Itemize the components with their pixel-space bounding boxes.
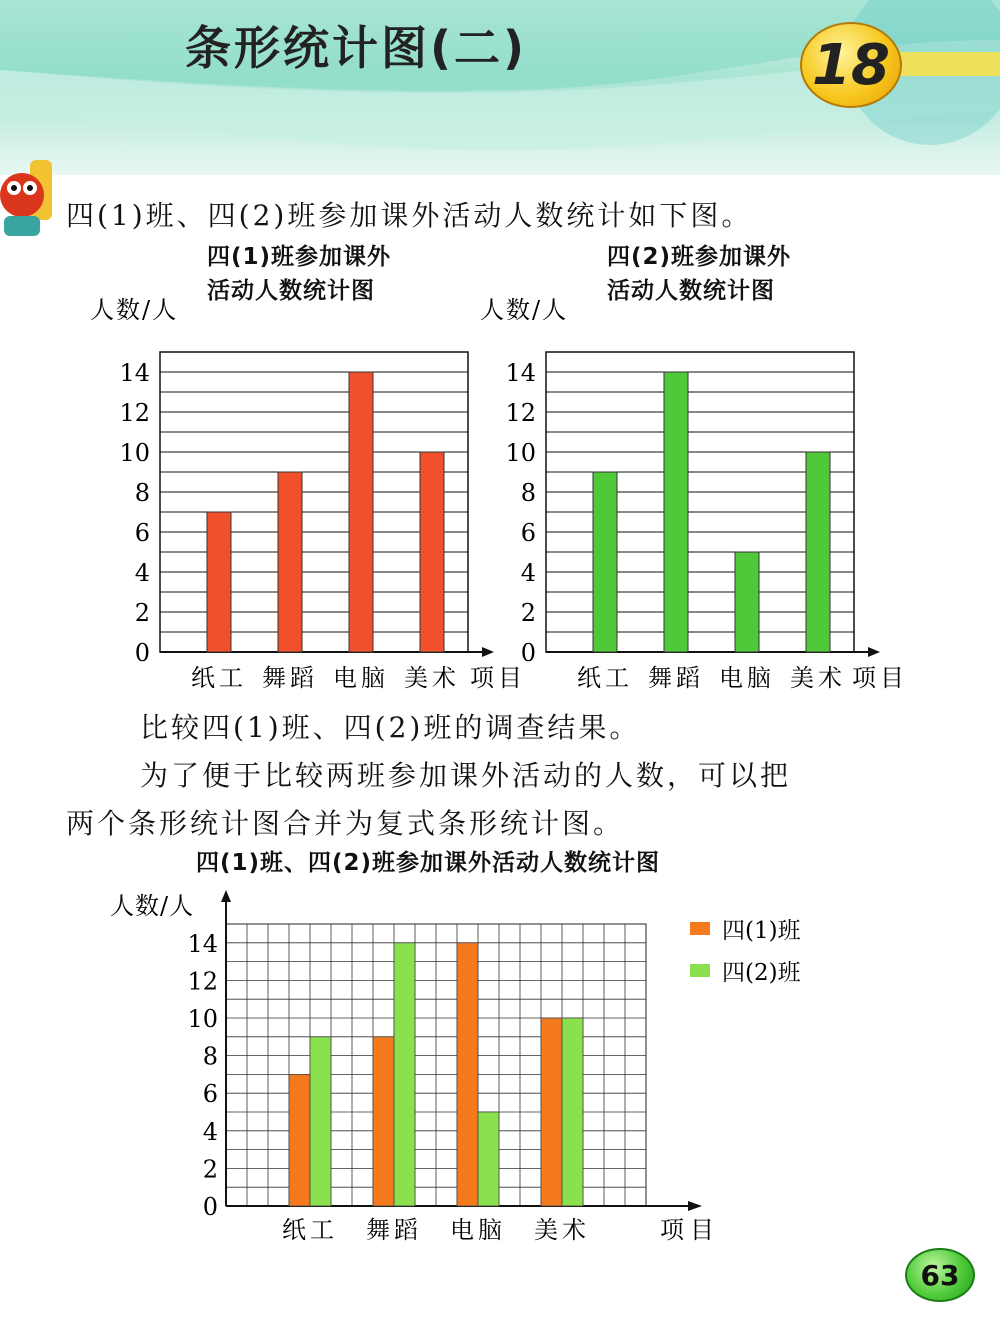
chart3-legend-label-2: 四(2)班 (722, 960, 801, 986)
chart3-bar-s2-1 (310, 1037, 331, 1206)
chart1-y-axis-label: 人数/人 (90, 296, 179, 324)
chart1-category-label: 电脑 (333, 664, 389, 692)
chart2-y-tick-label: 8 (520, 479, 536, 507)
chart3-bar-s1-2 (373, 1037, 394, 1206)
chart3-y-tick-label: 10 (187, 1005, 218, 1033)
chart2-bar-4 (806, 452, 830, 652)
chart3-y-axis-arrow (221, 890, 231, 902)
chart1-y-tick-label: 8 (134, 479, 150, 507)
chart1-bar-2 (278, 472, 302, 652)
chart1-category-label: 舞蹈 (262, 664, 318, 692)
chart2-y-axis-label: 人数/人 (480, 296, 569, 324)
chart3-x-axis-label: 项目 (660, 1216, 720, 1244)
chart2-y-tick-label: 12 (505, 399, 536, 427)
chart1-y-tick-label: 12 (119, 399, 150, 427)
chart1-title-line1: 四(1)班参加课外 (207, 244, 392, 270)
chart3-y-tick-label: 6 (202, 1080, 218, 1109)
chart1-x-axis-label: 项目 (470, 664, 526, 692)
chart3-bar-s1-3 (457, 943, 478, 1206)
paragraph-line2: 两个条形统计图合并为复式条形统计图。 (66, 807, 625, 840)
chart2-y-tick-label: 10 (505, 439, 536, 467)
chart2-category-label: 电脑 (719, 664, 775, 692)
intro-text: 四(1)班、四(2)班参加课外活动人数统计如下图。 (66, 199, 753, 232)
chart3-frame (226, 924, 646, 1206)
chart3-bar-s2-2 (394, 943, 415, 1206)
chart2-x-axis-arrow (868, 647, 880, 657)
chart2-x-axis-label: 项目 (852, 664, 908, 692)
chart3-y-tick-label: 4 (202, 1117, 218, 1146)
chart1-y-tick-label: 10 (119, 439, 150, 467)
chart3-x-axis-arrow (688, 1201, 702, 1211)
chart1-frame (160, 352, 468, 652)
chart2-frame (546, 352, 854, 652)
chart3-legend-swatch-1 (690, 922, 710, 935)
chart2-title-line1: 四(2)班参加课外 (607, 244, 792, 270)
chart3-y-tick-label: 8 (202, 1042, 218, 1071)
chart1-y-tick-label: 14 (119, 359, 150, 387)
chart2-y-tick-label: 6 (520, 519, 536, 547)
chart2-bar-1 (593, 472, 617, 652)
chart3-category-label: 电脑 (450, 1216, 506, 1244)
chart1-title-line2: 活动人数统计图 (207, 278, 375, 304)
chart1-y-tick-label: 0 (134, 639, 150, 667)
chart3-y-tick-label: 12 (187, 967, 218, 996)
chart2-category-label: 舞蹈 (648, 664, 704, 692)
chart1-category-label: 美术 (404, 664, 460, 692)
mascot-icon (0, 150, 60, 245)
compare-text: 比较四(1)班、四(2)班的调查结果。 (140, 711, 641, 744)
chart1-bar-3 (349, 372, 373, 652)
chart3-y-tick-label: 14 (187, 929, 218, 958)
chart2-title (607, 240, 791, 308)
paragraph-line1: 为了便于比较两班参加课外活动的人数，可以把 (140, 759, 792, 792)
page-number-badge: 63 (905, 1248, 975, 1302)
chart3-category-label: 舞蹈 (366, 1216, 422, 1244)
chart1-title (207, 240, 391, 308)
chart3-y-tick-label: 2 (202, 1155, 218, 1184)
chart2-y-tick-label: 4 (520, 559, 536, 587)
chart3-bar-s1-4 (541, 1018, 562, 1206)
chart1-bar-4 (420, 452, 444, 652)
chart2-title-line2: 活动人数统计图 (607, 278, 775, 304)
chart1-x-axis-arrow (482, 647, 494, 657)
chart2-category-label: 美术 (790, 664, 846, 692)
chart2-category-label: 纸工 (577, 664, 633, 692)
chart3-y-axis-label: 人数/人 (110, 892, 195, 920)
chart2-bar-3 (735, 552, 759, 652)
lesson-number-badge: 18 (800, 22, 902, 108)
chart3-y-tick-label: 0 (202, 1193, 218, 1221)
chart2-bar-2 (664, 372, 688, 652)
chart1-category-label: 纸工 (191, 664, 247, 692)
chart2-y-tick-label: 14 (505, 359, 536, 387)
chart3-bar-s1-1 (289, 1074, 310, 1206)
chart3-legend-label-1: 四(1)班 (722, 918, 801, 944)
chart3-title: 四(1)班、四(2)班参加课外活动人数统计图 (196, 850, 661, 876)
lesson-title: 条形统计图(二) (185, 21, 528, 75)
chart1-y-tick-label: 2 (134, 599, 150, 627)
chart3-legend-swatch-2 (690, 964, 710, 977)
chart3-bar-s2-4 (562, 1018, 583, 1206)
chart1-y-tick-label: 4 (134, 559, 150, 587)
chart3-category-label: 纸工 (282, 1216, 338, 1244)
chart3-bar-s2-3 (478, 1112, 499, 1206)
chart3-category-label: 美术 (534, 1216, 590, 1244)
chart1-y-tick-label: 6 (134, 519, 150, 547)
chart2-y-tick-label: 0 (520, 639, 536, 667)
chart1-bar-1 (207, 512, 231, 652)
chart2-y-tick-label: 2 (520, 599, 536, 627)
